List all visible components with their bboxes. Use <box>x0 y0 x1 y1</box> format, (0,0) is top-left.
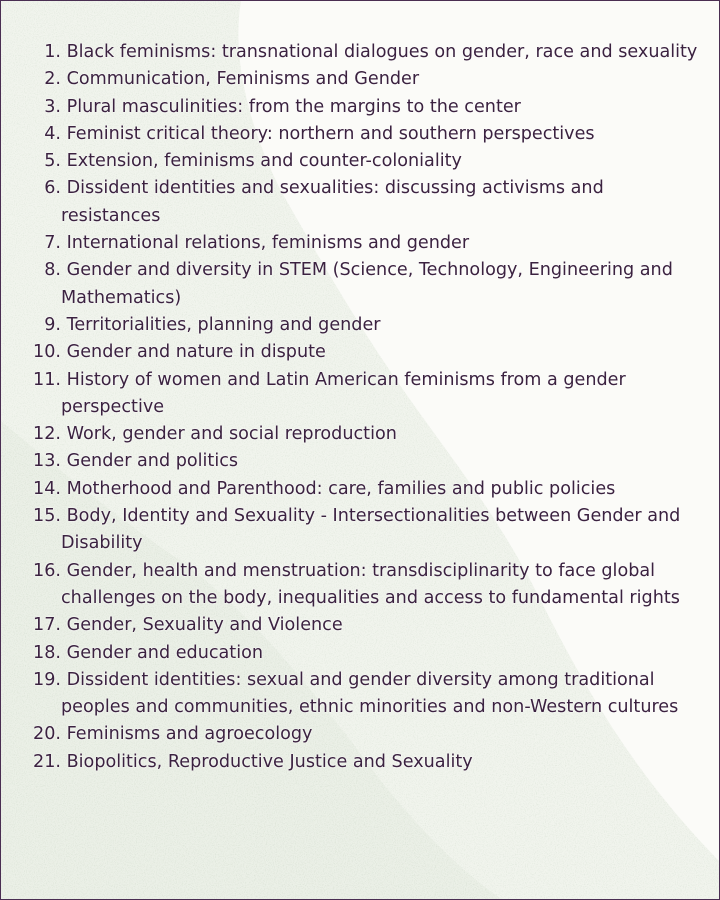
topic-number: 13. <box>33 451 61 472</box>
topic-number: 5. <box>44 151 61 172</box>
topic-text: Gender, Sexuality and Violence <box>66 615 343 636</box>
topic-item <box>31 612 701 639</box>
topic-item <box>31 148 701 175</box>
topic-number: 1. <box>44 42 61 62</box>
topic-number: 21. <box>33 751 61 772</box>
topic-item <box>31 721 701 748</box>
topic-item <box>31 476 701 503</box>
topic-text: Gender, health and menstruation: transdisciplinarity to face global challenges on the body, inequalities and access to fundamental rights <box>61 560 680 608</box>
topic-text: Gender and nature in dispute <box>66 342 326 363</box>
topic-text: Dissident identities: sexual and gender diversity among traditional peoples and communities, ethnic minorities and non-Western cultures <box>61 669 679 718</box>
topic-number: 18. <box>33 642 61 663</box>
topic-text: Feminist critical theory: northern and southern perspectives <box>66 123 595 144</box>
topic-number: 19. <box>33 669 61 690</box>
topic-item <box>31 339 701 366</box>
topic-text: Extension, feminisms and counter-coloniality <box>66 151 462 172</box>
topic-number: 15. <box>33 506 61 527</box>
topic-text: Territorialities, planning and gender <box>66 314 381 335</box>
topic-number: 7. <box>44 233 61 254</box>
topic-text: Dissident identities and sexualities: discussing activisms and resistances <box>61 178 604 226</box>
topic-number: 4. <box>44 123 61 144</box>
topic-number: 10. <box>33 342 61 363</box>
topic-number: 17. <box>33 615 61 636</box>
topic-text: Feminisms and agroecology <box>66 724 313 745</box>
topic-item <box>31 749 701 776</box>
topic-item <box>31 257 701 312</box>
topic-item <box>31 312 701 339</box>
topic-text: Plural masculinities: from the margins to the center <box>66 96 521 117</box>
topic-number: 12. <box>33 424 61 445</box>
topic-number: 14. <box>33 478 61 499</box>
topic-text: Body, Identity and Sexuality - Intersectionalities between Gender and Disability <box>61 506 681 554</box>
topic-text: International relations, feminisms and gender <box>66 233 470 254</box>
topic-number: 8. <box>44 260 61 281</box>
topic-item <box>31 640 701 667</box>
topic-item <box>31 421 701 448</box>
topic-number: 3. <box>44 96 61 117</box>
topic-item <box>31 667 701 722</box>
topic-number: 2. <box>44 69 61 90</box>
topic-list <box>31 39 701 776</box>
topic-number: 6. <box>44 178 61 199</box>
topic-item <box>31 448 701 475</box>
topic-text: Motherhood and Parenthood: care, families and public policies <box>66 478 616 499</box>
topic-number: 11. <box>33 369 61 390</box>
topic-number: 20. <box>33 724 61 745</box>
topic-text: Black feminisms: transnational dialogues on gender, race and sexuality <box>66 42 698 62</box>
topic-item <box>31 367 701 422</box>
topic-text: Gender and diversity in STEM (Science, Technology, Engineering and Mathematics) <box>61 260 673 308</box>
topic-text: Work, gender and social reproduction <box>66 424 397 445</box>
topic-text: Gender and politics <box>66 451 239 472</box>
topic-item <box>31 558 701 613</box>
topic-item <box>31 39 701 66</box>
topic-item <box>31 121 701 148</box>
topic-text: Communication, Feminisms and Gender <box>66 69 420 90</box>
topic-item <box>31 175 701 230</box>
topic-number: 9. <box>44 314 61 335</box>
topic-item <box>31 503 701 558</box>
topic-item <box>31 94 701 121</box>
topic-item <box>31 66 701 93</box>
topic-text: History of women and Latin American feminisms from a gender perspective <box>61 369 626 417</box>
topic-text: Biopolitics, Reproductive Justice and Sexuality <box>66 751 473 772</box>
topic-item <box>31 230 701 257</box>
topic-text: Gender and education <box>66 642 264 663</box>
topic-number: 16. <box>33 560 61 581</box>
